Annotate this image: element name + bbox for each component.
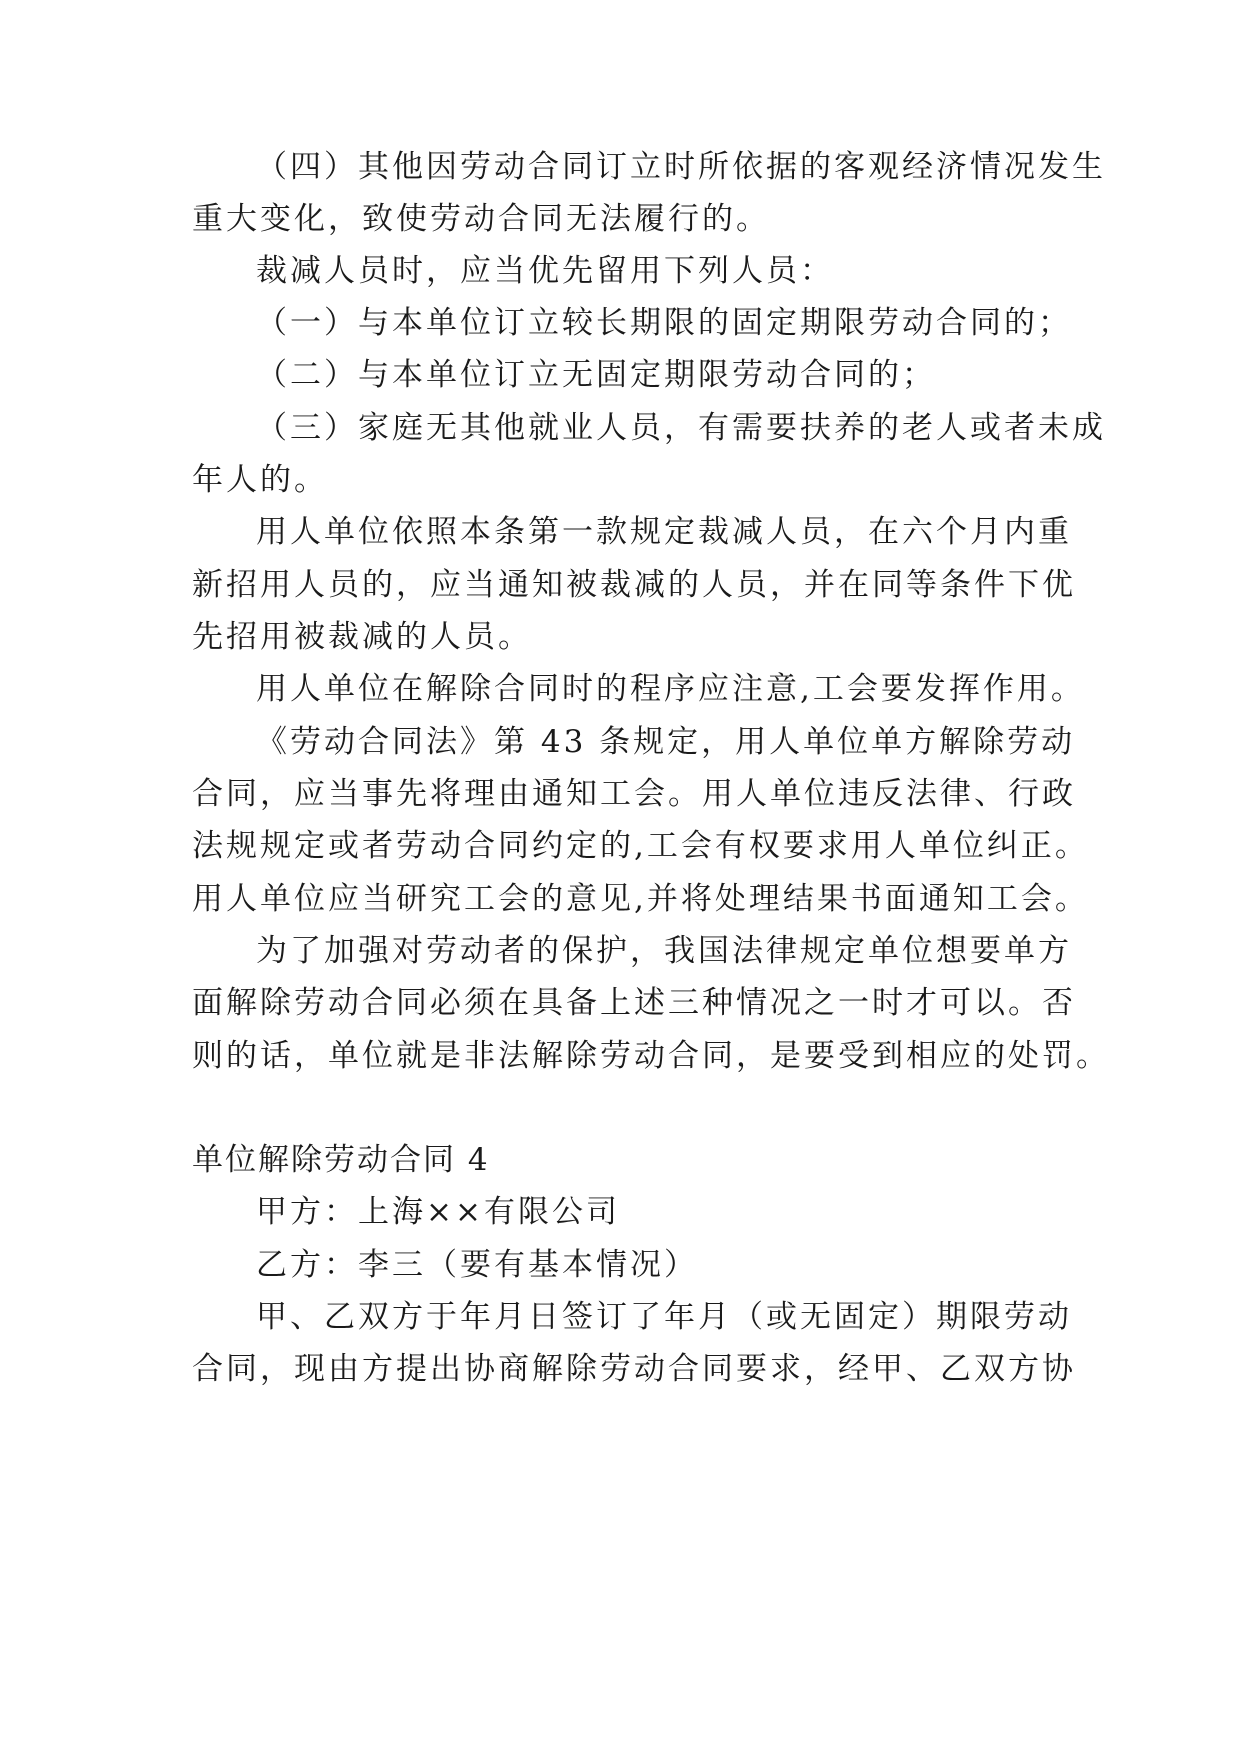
text-line: 年人的。 xyxy=(192,462,328,498)
text-line: 重大变化，致使劳动合同无法履行的。 xyxy=(192,201,770,237)
text-line: 新招用人员的，应当通知被裁减的人员，并在同等条件下优 xyxy=(192,567,1076,603)
party-a-line: 甲方：上海××有限公司 xyxy=(256,1194,620,1230)
text-line: （三）家庭无其他就业人员，有需要扶养的老人或者未成 xyxy=(256,410,1106,446)
text-line: 先招用被裁减的人员。 xyxy=(192,619,532,655)
text-line: 则的话，单位就是非法解除劳动合同，是要受到相应的处罚。 xyxy=(192,1038,1110,1074)
text-line: （四）其他因劳动合同订立时所依据的客观经济情况发生 xyxy=(256,149,1106,185)
party-b-line: 乙方：李三（要有基本情况） xyxy=(256,1247,698,1283)
section-heading: 单位解除劳动合同 4 xyxy=(192,1142,490,1178)
text-line: 合同，应当事先将理由通知工会。用人单位违反法律、行政 xyxy=(192,776,1076,812)
text-line: 用人单位在解除合同时的程序应注意,工会要发挥作用。 xyxy=(256,671,1085,707)
text-line: 面解除劳动合同必须在具备上述三种情况之一时才可以。否 xyxy=(192,985,1076,1021)
text-line: 《劳动合同法》第 43 条规定，用人单位单方解除劳动 xyxy=(256,724,1076,760)
text-line: 合同，现由方提出协商解除劳动合同要求，经甲、乙双方协 xyxy=(192,1351,1076,1387)
text-line: 法规规定或者劳动合同约定的,工会有权要求用人单位纠正。 xyxy=(192,828,1089,864)
text-line: 甲、乙双方于年月日签订了年月（或无固定）期限劳动 xyxy=(256,1299,1072,1335)
text-line: 为了加强对劳动者的保护，我国法律规定单位想要单方 xyxy=(256,933,1072,969)
text-line: （一）与本单位订立较长期限的固定期限劳动合同的； xyxy=(256,305,1072,341)
text-line: （二）与本单位订立无固定期限劳动合同的； xyxy=(256,357,936,393)
text-line: 裁减人员时，应当优先留用下列人员： xyxy=(256,253,834,289)
text-line: 用人单位应当研究工会的意见,并将处理结果书面通知工会。 xyxy=(192,881,1089,917)
text-line: 用人单位依照本条第一款规定裁减人员，在六个月内重 xyxy=(256,514,1072,550)
